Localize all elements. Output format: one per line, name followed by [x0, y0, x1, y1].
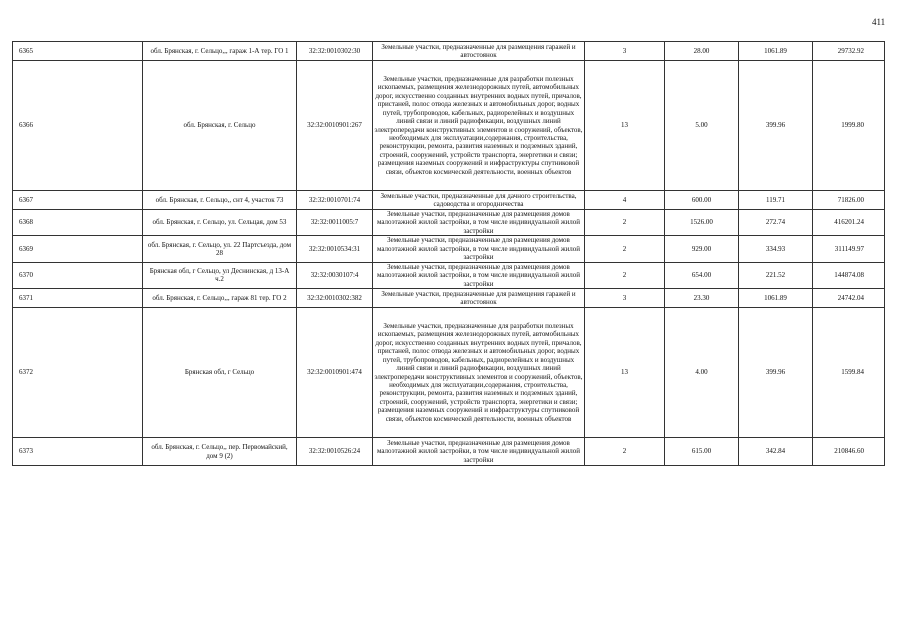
address-cell: обл. Брянская, г. Сельцо, ул. 22 Партсъезда, дом 28 [143, 236, 297, 262]
unit-value-cell: 1061.89 [739, 42, 813, 61]
land-use-cell: Земельные участки, предназначенные для разработки полезных ископаемых, размещения железнодорожных путей, автомобильных дорог, искусственно созданных внутренних водных путей, причалов, пристаней, полос отвода железных и автомобильных дорог, водных путей, трубопроводов, кабельных, радиорелейных и воздушных линий связи и линий радиофикации, воздушных линий электропередачи конструктивных элементов и сооружений, объектов, необходимых для эксплуатации,содержания, строительства, реконструкции, ремонта, развития наземных и подземных зданий, строений, сооружений, устройств транспорта, энергетики и связи; размещения наземных сооружений и инфраструктуры спутниковой связи, объектов космической деятельности, военных объектов [373, 308, 585, 438]
use-group-cell: 13 [585, 308, 665, 438]
cadastral-number-cell: 32:32:0010302:382 [297, 289, 373, 308]
cadastral-value-cell: 24742.04 [813, 289, 885, 308]
row-number: 6369 [13, 236, 143, 262]
address-cell: обл. Брянская, г. Сельцо, ул. Сельцая, дом 53 [143, 210, 297, 236]
table-row [13, 262, 885, 288]
page-number: 411 [872, 17, 886, 27]
row-number: 6367 [13, 191, 143, 210]
use-group-cell: 3 [585, 289, 665, 308]
row-number: 6368 [13, 210, 143, 236]
cadastral-value-cell: 210846.60 [813, 438, 885, 466]
cadastral-value-cell: 416201.24 [813, 210, 885, 236]
area-cell: 5.00 [665, 61, 739, 191]
area-cell: 615.00 [665, 438, 739, 466]
use-group-cell: 13 [585, 61, 665, 191]
use-group-cell: 3 [585, 42, 665, 61]
area-cell: 654.00 [665, 262, 739, 288]
land-use-cell: Земельные участки, предназначенные для размещения домов малоэтажной жилой застройки, в том числе индивидуальной жилой застройки [373, 236, 585, 262]
row-number: 6366 [13, 61, 143, 191]
table-row [13, 61, 885, 191]
use-group-cell: 2 [585, 438, 665, 466]
address-cell: обл. Брянская, г. Сельцо,, пер. Первомайский, дом 9 (2) [143, 438, 297, 466]
cadastral-value-cell: 144874.08 [813, 262, 885, 288]
unit-value-cell: 272.74 [739, 210, 813, 236]
land-use-cell: Земельные участки, предназначенные для дачного строительства, садоводства и огородничества [373, 191, 585, 210]
table-row [13, 308, 885, 438]
land-use-cell: Земельные участки, предназначенные для размещения гаражей и автостоянок [373, 289, 585, 308]
cadastral-number-cell: 32:32:0010901:474 [297, 308, 373, 438]
row-number: 6371 [13, 289, 143, 308]
unit-value-cell: 342.84 [739, 438, 813, 466]
table-row [13, 191, 885, 210]
row-number: 6372 [13, 308, 143, 438]
address-cell: обл. Брянская, г. Сельцо,,, гараж 1-А тер. ГО 1 [143, 42, 297, 61]
unit-value-cell: 119.71 [739, 191, 813, 210]
area-cell: 1526.00 [665, 210, 739, 236]
cadastral-number-cell: 32:32:0011005:7 [297, 210, 373, 236]
unit-value-cell: 399.96 [739, 308, 813, 438]
address-cell: Брянская обл, г Сельцо [143, 308, 297, 438]
cadastral-number-cell: 32:32:0010526:24 [297, 438, 373, 466]
unit-value-cell: 334.93 [739, 236, 813, 262]
cadastral-value-cell: 29732.92 [813, 42, 885, 61]
unit-value-cell: 399.96 [739, 61, 813, 191]
cadastral-value-cell: 311149.97 [813, 236, 885, 262]
land-use-cell: Земельные участки, предназначенные для размещения домов малоэтажной жилой застройки, в том числе индивидуальной жилой застройки [373, 262, 585, 288]
use-group-cell: 4 [585, 191, 665, 210]
cadastral-value-cell: 1999.80 [813, 61, 885, 191]
area-cell: 600.00 [665, 191, 739, 210]
row-number: 6373 [13, 438, 143, 466]
table-row [13, 236, 885, 262]
address-cell: обл. Брянская, г. Сельцо [143, 61, 297, 191]
land-use-cell: Земельные участки, предназначенные для размещения гаражей и автостоянок [373, 42, 585, 61]
land-use-cell: Земельные участки, предназначенные для разработки полезных ископаемых, размещения железнодорожных путей, автомобильных дорог, искусственно созданных внутренних водных путей, причалов, пристаней, полос отвода железных и автомобильных дорог, водных путей, трубопроводов, кабельных, радиорелейных и воздушных линий связи и линий радиофикации, воздушных линий электропередачи конструктивных элементов и сооружений, объектов, необходимых для эксплуатации,содержания, строительства, реконструкции, ремонта, развития наземных и подземных зданий, строений, сооружений, устройств транспорта, энергетики и связи; размещения наземных сооружений и инфраструктуры спутниковой связи, объектов космической деятельности, военных объектов [373, 61, 585, 191]
cadastral-value-cell: 1599.84 [813, 308, 885, 438]
row-number: 6370 [13, 262, 143, 288]
area-cell: 929.00 [665, 236, 739, 262]
address-cell: Брянская обл, г Сельцо, ул Деснинская, д 13-А ч.2 [143, 262, 297, 288]
cadastral-number-cell: 32:32:0030107:4 [297, 262, 373, 288]
land-registry-table [12, 41, 885, 466]
address-cell: обл. Брянская, г. Сельцо,, снт 4, участок 73 [143, 191, 297, 210]
unit-value-cell: 221.52 [739, 262, 813, 288]
land-use-cell: Земельные участки, предназначенные для размещения домов малоэтажной жилой застройки, в том числе индивидуальной жилой застройки [373, 210, 585, 236]
cadastral-value-cell: 71826.00 [813, 191, 885, 210]
table-row [13, 210, 885, 236]
row-number: 6365 [13, 42, 143, 61]
cadastral-number-cell: 32:32:0010534:31 [297, 236, 373, 262]
use-group-cell: 2 [585, 236, 665, 262]
table-row [13, 438, 885, 466]
cadastral-number-cell: 32:32:0010701:74 [297, 191, 373, 210]
cadastral-number-cell: 32:32:0010901:267 [297, 61, 373, 191]
address-cell: обл. Брянская, г. Сельцо,,, гараж 81 тер. ГО 2 [143, 289, 297, 308]
area-cell: 4.00 [665, 308, 739, 438]
cadastral-number-cell: 32:32:0010302:30 [297, 42, 373, 61]
area-cell: 28.00 [665, 42, 739, 61]
unit-value-cell: 1061.89 [739, 289, 813, 308]
use-group-cell: 2 [585, 210, 665, 236]
table-row [13, 289, 885, 308]
table-row [13, 42, 885, 61]
area-cell: 23.30 [665, 289, 739, 308]
use-group-cell: 2 [585, 262, 665, 288]
land-use-cell: Земельные участки, предназначенные для размещения домов малоэтажной жилой застройки, в том числе индивидуальной жилой застройки [373, 438, 585, 466]
